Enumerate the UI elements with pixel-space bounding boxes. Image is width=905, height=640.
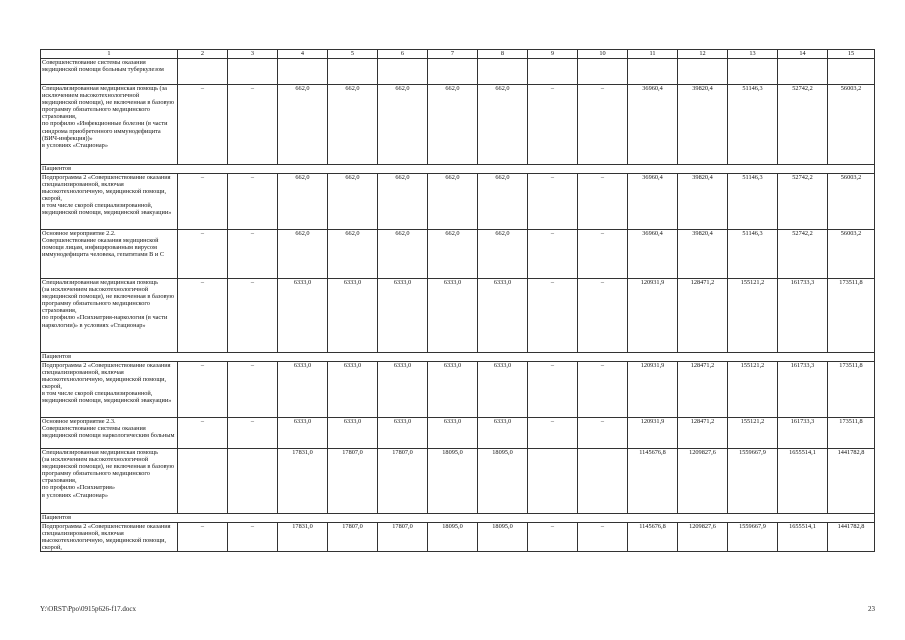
column-header: 6	[378, 50, 428, 59]
value-cell: 17807,0	[378, 449, 428, 514]
value-cell	[378, 59, 428, 85]
value-cell: 51146,3	[728, 230, 778, 279]
value-cell: 662,0	[478, 85, 528, 165]
value-cell: 662,0	[378, 174, 428, 230]
value-cell: 120931,9	[628, 362, 678, 418]
row-description: Подпрограмма 2 «Совершенствование оказания специализированной, включая высокотехнологичную, медицинской помощи, скорой, в том числе скорой специализированной, медицинской помощи, медицинской эвакуации»	[41, 174, 178, 230]
value-cell: –	[578, 174, 628, 230]
unit-row	[41, 353, 875, 362]
value-cell: 18095,0	[428, 449, 478, 514]
value-cell	[578, 59, 628, 85]
value-cell	[528, 449, 578, 514]
value-cell: 17807,0	[378, 523, 428, 552]
column-header: 14	[778, 50, 828, 59]
value-cell: 155121,2	[728, 279, 778, 353]
value-cell: 120931,9	[628, 279, 678, 353]
value-cell: 662,0	[478, 174, 528, 230]
value-cell: 662,0	[278, 85, 328, 165]
value-cell: –	[178, 418, 228, 449]
column-header: 3	[228, 50, 278, 59]
value-cell: 128471,2	[678, 418, 728, 449]
row-description: Основное мероприятие 2.2. Совершенствование оказания медицинской помощи лицам, инфицированным вирусом иммунодефицита человека, гепатитами В и С	[41, 230, 178, 279]
value-cell: 1145676,8	[628, 449, 678, 514]
row-description: Специализированная медицинская помощь (за исключением высокотехнологичной медицинской помощи), не включенная в базовую программу обязательного медицинского страхования, по профилю «Психиатрия» в условиях «Стационар»	[41, 449, 178, 514]
value-cell: 17831,0	[278, 449, 328, 514]
value-cell	[528, 59, 578, 85]
value-cell	[778, 59, 828, 85]
value-cell	[228, 449, 278, 514]
value-cell: 1209827,6	[678, 523, 728, 552]
value-cell: 56003,2	[828, 85, 875, 165]
value-cell: –	[178, 85, 228, 165]
value-cell: 18095,0	[478, 449, 528, 514]
value-cell	[178, 449, 228, 514]
value-cell: 51146,3	[728, 85, 778, 165]
row-description: Совершенствование системы оказания медицинской помощи больным туберкулезом	[41, 59, 178, 85]
value-cell: 662,0	[428, 174, 478, 230]
value-cell: 662,0	[428, 85, 478, 165]
value-cell: 6333,0	[428, 418, 478, 449]
value-cell	[728, 59, 778, 85]
file-path: Y:\ORST\Ppo\0915p626-f17.docx	[40, 605, 136, 613]
value-cell: 128471,2	[678, 362, 728, 418]
value-cell	[328, 59, 378, 85]
value-cell: –	[178, 174, 228, 230]
value-cell: 662,0	[328, 230, 378, 279]
value-cell: 662,0	[478, 230, 528, 279]
value-cell	[228, 59, 278, 85]
value-cell: 6333,0	[328, 362, 378, 418]
column-header: 2	[178, 50, 228, 59]
value-cell: 6333,0	[478, 279, 528, 353]
page-number: 23	[868, 605, 875, 613]
table-row	[41, 362, 875, 418]
column-header: 10	[578, 50, 628, 59]
value-cell: 17807,0	[328, 449, 378, 514]
column-header: 8	[478, 50, 528, 59]
value-cell	[278, 59, 328, 85]
value-cell: –	[228, 174, 278, 230]
value-cell: 120931,9	[628, 418, 678, 449]
value-cell: –	[528, 362, 578, 418]
value-cell: –	[578, 279, 628, 353]
value-cell: 6333,0	[378, 418, 428, 449]
value-cell: 662,0	[278, 174, 328, 230]
value-cell: 39820,4	[678, 174, 728, 230]
table-row	[41, 174, 875, 230]
value-cell: 36960,4	[628, 230, 678, 279]
value-cell: 6333,0	[278, 279, 328, 353]
value-cell: –	[178, 230, 228, 279]
table-row	[41, 418, 875, 449]
table-row	[41, 59, 875, 85]
value-cell: 662,0	[328, 85, 378, 165]
value-cell: 6333,0	[378, 279, 428, 353]
program-table	[40, 49, 875, 552]
value-cell: –	[228, 523, 278, 552]
value-cell: 128471,2	[678, 279, 728, 353]
value-cell: –	[178, 523, 228, 552]
column-header: 4	[278, 50, 328, 59]
value-cell: –	[228, 418, 278, 449]
row-description: Специализированная медицинская помощь (за исключением высокотехнологичной медицинской помощи), не включенная в базовую программу обязательного медицинского страхования, по профилю «Психиатрия-наркология (в части наркологии)» в условиях «Стационар»	[41, 279, 178, 353]
value-cell: 18095,0	[428, 523, 478, 552]
value-cell: 1559667,9	[728, 449, 778, 514]
unit-label: Пациентов	[41, 165, 875, 174]
value-cell: 662,0	[428, 230, 478, 279]
value-cell: 173511,8	[828, 362, 875, 418]
row-description: Специализированная медицинская помощь (за исключением высокотехнологичной медицинской помощи), не включенная в базовую программу обязательного медицинского страхования, по профилю «Инфекционные болезни (в части синдрома приобретенного иммунодефицита (ВИЧ-инфекция))» в условиях «Стационар»	[41, 85, 178, 165]
value-cell: 39820,4	[678, 85, 728, 165]
value-cell: 662,0	[328, 174, 378, 230]
value-cell: 1441782,8	[828, 449, 875, 514]
value-cell: 173511,8	[828, 279, 875, 353]
value-cell: –	[228, 362, 278, 418]
column-header: 7	[428, 50, 478, 59]
column-header: 13	[728, 50, 778, 59]
value-cell: 1441782,8	[828, 523, 875, 552]
value-cell: 1655514,1	[778, 523, 828, 552]
value-cell: 36960,4	[628, 174, 678, 230]
column-number-row	[41, 50, 875, 59]
value-cell	[828, 59, 875, 85]
value-cell	[678, 59, 728, 85]
value-cell: 52742,2	[778, 230, 828, 279]
value-cell: –	[228, 85, 278, 165]
value-cell: 161733,3	[778, 279, 828, 353]
value-cell: –	[178, 279, 228, 353]
value-cell	[428, 59, 478, 85]
table-row	[41, 230, 875, 279]
value-cell: 1559667,9	[728, 523, 778, 552]
value-cell: 6333,0	[378, 362, 428, 418]
value-cell: 39820,4	[678, 230, 728, 279]
unit-row	[41, 514, 875, 523]
value-cell: 56003,2	[828, 174, 875, 230]
value-cell: 1145676,8	[628, 523, 678, 552]
unit-label: Пациентов	[41, 353, 875, 362]
value-cell: 17831,0	[278, 523, 328, 552]
value-cell: 1655514,1	[778, 449, 828, 514]
value-cell: 155121,2	[728, 362, 778, 418]
value-cell: –	[578, 362, 628, 418]
value-cell: 17807,0	[328, 523, 378, 552]
column-header: 1	[41, 50, 178, 59]
table-row	[41, 449, 875, 514]
value-cell: 6333,0	[478, 362, 528, 418]
value-cell	[478, 59, 528, 85]
value-cell: –	[228, 279, 278, 353]
value-cell: 6333,0	[278, 362, 328, 418]
value-cell: –	[528, 230, 578, 279]
value-cell: 51146,3	[728, 174, 778, 230]
value-cell: 52742,2	[778, 85, 828, 165]
unit-label: Пациентов	[41, 514, 875, 523]
value-cell: 161733,3	[778, 362, 828, 418]
value-cell: –	[578, 230, 628, 279]
value-cell: –	[578, 85, 628, 165]
value-cell	[578, 449, 628, 514]
value-cell: 6333,0	[428, 362, 478, 418]
column-header: 15	[828, 50, 875, 59]
value-cell: 662,0	[278, 230, 328, 279]
table-row	[41, 85, 875, 165]
value-cell: 1209827,6	[678, 449, 728, 514]
value-cell: –	[528, 418, 578, 449]
row-description: Подпрограмма 2 «Совершенствование оказания специализированной, включая высокотехнологичную, медицинской помощи, скорой,	[41, 523, 178, 552]
row-description: Подпрограмма 2 «Совершенствование оказания специализированной, включая высокотехнологичную, медицинской помощи, скорой, в том числе скорой специализированной, медицинской помощи, медицинской эвакуации»	[41, 362, 178, 418]
value-cell	[628, 59, 678, 85]
row-description: Основное мероприятие 2.3. Совершенствование системы оказания медицинской помощи наркологическим больным	[41, 418, 178, 449]
value-cell: 173511,8	[828, 418, 875, 449]
value-cell: 56003,2	[828, 230, 875, 279]
column-header: 11	[628, 50, 678, 59]
value-cell: 6333,0	[278, 418, 328, 449]
value-cell: 155121,2	[728, 418, 778, 449]
value-cell: –	[528, 523, 578, 552]
value-cell: 6333,0	[478, 418, 528, 449]
value-cell: –	[178, 362, 228, 418]
value-cell	[178, 59, 228, 85]
column-header: 5	[328, 50, 378, 59]
value-cell: –	[578, 418, 628, 449]
value-cell: 662,0	[378, 85, 428, 165]
value-cell: –	[578, 523, 628, 552]
unit-row	[41, 165, 875, 174]
value-cell: –	[528, 279, 578, 353]
value-cell: 6333,0	[428, 279, 478, 353]
value-cell: 662,0	[378, 230, 428, 279]
value-cell: 6333,0	[328, 279, 378, 353]
column-header: 12	[678, 50, 728, 59]
column-header: 9	[528, 50, 578, 59]
value-cell: –	[528, 85, 578, 165]
value-cell: –	[228, 230, 278, 279]
table-row	[41, 279, 875, 353]
value-cell: 36960,4	[628, 85, 678, 165]
value-cell: 161733,3	[778, 418, 828, 449]
value-cell: 52742,2	[778, 174, 828, 230]
table-row	[41, 523, 875, 552]
value-cell: 6333,0	[328, 418, 378, 449]
value-cell: 18095,0	[478, 523, 528, 552]
value-cell: –	[528, 174, 578, 230]
